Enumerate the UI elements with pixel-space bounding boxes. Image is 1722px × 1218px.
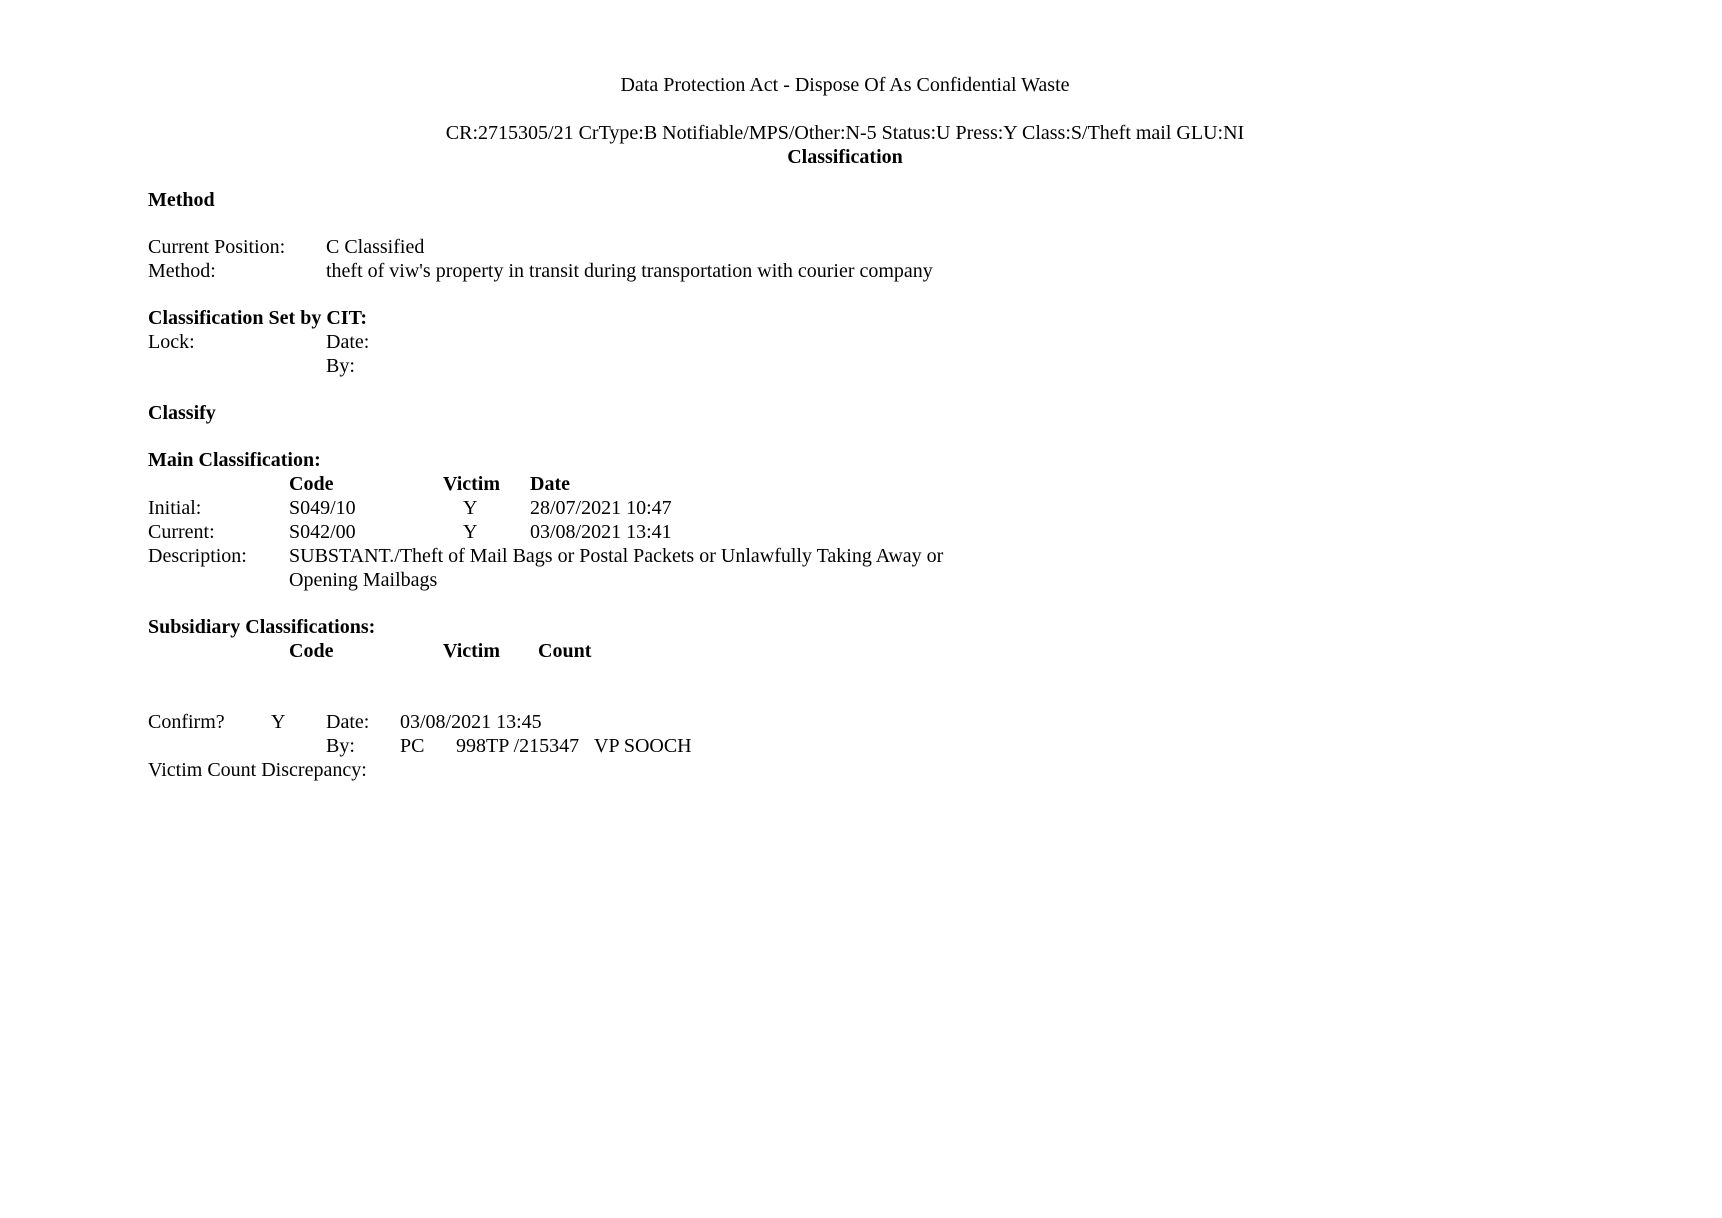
cit-date-label: Date: <box>326 331 370 353</box>
classify-heading: Classify <box>148 402 216 424</box>
current-victim: Y <box>463 521 478 543</box>
initial-date: 28/07/2021 10:47 <box>530 497 672 519</box>
main-code-column-header: Code <box>289 473 334 495</box>
current-row-label: Current: <box>148 521 215 543</box>
initial-code: S049/10 <box>289 497 356 519</box>
main-victim-column-header: Victim <box>443 473 501 495</box>
subsidiary-classifications-heading: Subsidiary Classifications: <box>148 616 376 638</box>
description-line-1: SUBSTANT./Theft of Mail Bags or Postal Packets or Unlawfully Taking Away or <box>289 545 944 567</box>
current-code: S042/00 <box>289 521 356 543</box>
crime-record-line: CR:2715305/21 CrType:B Notifiable/MPS/Other:N-5 Status:U Press:Y Class:S/Theft mail GLU:NI <box>445 122 1245 144</box>
description-line-2: Opening Mailbags <box>289 569 438 591</box>
victim-count-discrepancy-label: Victim Count Discrepancy: <box>148 759 367 781</box>
confirm-label: Confirm? <box>148 711 225 733</box>
initial-victim: Y <box>463 497 478 519</box>
confirm-date-value: 03/08/2021 13:45 <box>400 711 542 733</box>
current-position-value: C Classified <box>326 236 425 258</box>
description-label: Description: <box>148 545 247 567</box>
method-value: theft of viw's property in transit during transportation with courier company <box>326 260 933 282</box>
section-title: Classification <box>787 146 903 168</box>
cit-heading: Classification Set by CIT: <box>148 307 368 329</box>
confirm-by-id: 998TP /215347 <box>456 735 580 757</box>
confirm-by-rank: PC <box>400 735 425 757</box>
method-label: Method: <box>148 260 216 282</box>
confirm-date-label: Date: <box>326 711 370 733</box>
subsidiary-count-column-header: Count <box>538 640 592 662</box>
confirm-value: Y <box>271 711 286 733</box>
method-heading: Method <box>148 189 215 211</box>
main-classification-heading: Main Classification: <box>148 449 321 471</box>
current-date: 03/08/2021 13:41 <box>530 521 672 543</box>
subsidiary-code-column-header: Code <box>289 640 334 662</box>
lock-label: Lock: <box>148 331 195 353</box>
subsidiary-victim-column-header: Victim <box>443 640 501 662</box>
initial-row-label: Initial: <box>148 497 202 519</box>
current-position-label: Current Position: <box>148 236 286 258</box>
confirm-by-label: By: <box>326 735 355 757</box>
main-date-column-header: Date <box>530 473 570 495</box>
cit-by-label: By: <box>326 355 355 377</box>
confidentiality-notice: Data Protection Act - Dispose Of As Confidential Waste <box>620 74 1070 96</box>
confirm-by-name: VP SOOCH <box>594 735 692 757</box>
